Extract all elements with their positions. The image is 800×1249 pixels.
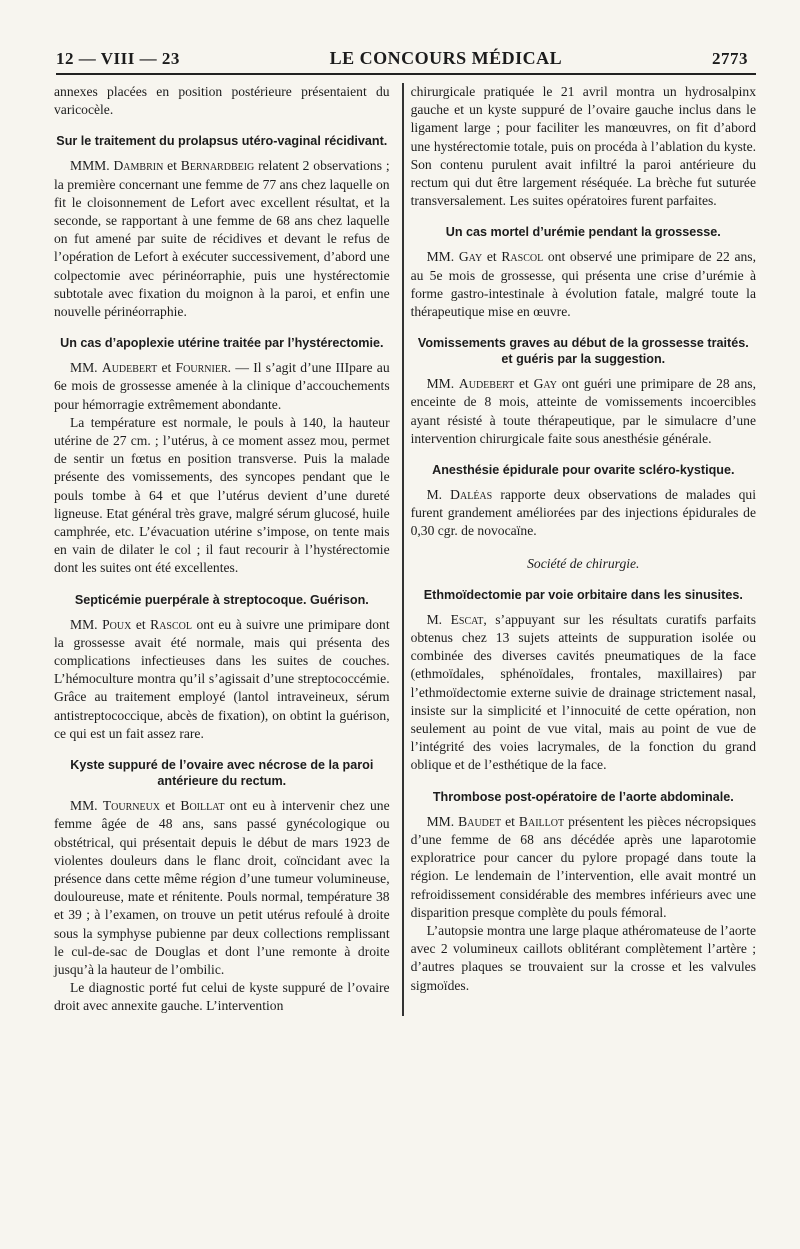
- paragraph: MM. Poux et Rascol ont eu à suivre une primipare dont la grossesse avait été normale, mais qui présenta des complications infectieuses dans les suites de couches. L’hémoculture montra qu’il s’agissait d’une streptococcémie. Grâce au traitement employé (lantol intraveineux, sérum antistreptococcique, abcès de fixation), on obtint la guérison, ce qui est un fait assez rare.: [54, 616, 390, 741]
- author-name: Audebert: [458, 376, 515, 392]
- paragraph: MM. Tourneux et Boillat ont eu à intervenir chez une femme âgée de 48 ans, sans passé gynécologique ou obstétrical, qui présentait depuis le début de mars 1923 de violentes douleurs dans le flanc droit, coïncidant avec la présence dans cette même région d’une tumeur volumineuse, douloureuse, mate et rénitente. Pouls normal, température 38 et 39 ; à l’examen, on trouve un petit utérus refoulé à droite sous la symphyse pubienne par deux collections remplissant le cul-de-sac de Douglas et dont l’une remonte à droite jusqu’à la hauteur de l’ombilic.: [54, 798, 390, 977]
- author-name: Tourneux: [102, 798, 161, 814]
- section-heading: Septicémie puerpérale à streptocoque. Guérison.: [74, 592, 369, 607]
- author-name: Daléas: [450, 487, 493, 503]
- page-number: 2773: [711, 49, 748, 68]
- section-heading: Ethmoïdectomie par voie orbitaire dans les sinusites.: [423, 587, 743, 602]
- society-subheading: Société de chirurgie.: [527, 555, 640, 571]
- paragraph: chirurgicale pratiquée le 21 avril montra un hydrosalpinx gauche et un kyste suppuré de l’ovaire gauche inclus dans le ligament large ; pour faciliter les manœuvres, on fit d’abord une hystérectomie totale, puis on procéda à l’ablation du kyste. Son contenu purulent avait infiltré la paroi antérieure du rectum qui dut être largement réséquée. La brèche fut suturée transversalement. Les suites opératoires furent parfaites.: [410, 84, 756, 209]
- author-name: Gay: [458, 249, 483, 265]
- author-name: Bernardbeig: [180, 158, 255, 174]
- header-issue-date: 12 — VIII — 23: [56, 49, 180, 68]
- paragraph: MM. Baudet et Baillot présentent les pièces nécropsiques d’une femme de 68 ans décédée après une laparotomie exploratrice pour cancer du pylore propagé dans toute la région. Le lendemain de l’intervention, elle avait montré un refroidissement considérable des membres inférieurs avec une disparition presque complète du pouls fémoral.: [410, 813, 756, 920]
- section-heading: Kyste suppuré de l’ovaire avec nécrose de la paroi antérieure du rectum.: [70, 758, 374, 789]
- paragraph: MMM. Dambrin et Bernardbeig relatent 2 observations ; la première concernant une femme de 77 ans chez laquelle on fit le cloisonnement de Lefort avec excellent résultat, et la seconde, se rapportant à une femme de 68 ans chez laquelle on fut amené par suite de récidives et devant le refus de l’opération de Lefort à exécuter successivement, d’abord une colpectomie avec périnéorraphie, puis une hystérectomie subtotale avec fixation du moignon à la paroi, et enfin une nouvelle périnéorraphie.: [54, 158, 390, 320]
- section-heading: Vomissements graves au début de la grossesse traités. et guéris par la suggestion.: [417, 336, 749, 367]
- running-header: [38, 48, 756, 69]
- paragraph: MM. Audebert et Fournier. — Il s’agit d’une IIIpare au 6e mois de grossesse amenée à la clinique d’accouchements pour hémorragie extrêmement abondante.: [54, 360, 390, 412]
- paragraph: M. Daléas rapporte deux observations de malades qui furent grandement améliorées par des injections épidurales de 0,30 cgr. de novocaïne.: [410, 487, 756, 539]
- author-name: Baillot: [518, 813, 565, 829]
- paragraph: MM. Gay et Rascol ont observé une primipare de 22 ans, au 5e mois de grossesse, qui présenta une crise d’urémie à forme gastro-intestinale à évolution fatale, malgré toute la thérapeutique mise en œuvre.: [410, 249, 756, 320]
- author-name: Escat: [450, 611, 484, 627]
- section-heading: Un cas d’apoplexie utérine traitée par l’hystérectomie.: [60, 336, 384, 351]
- author-name: Gay: [533, 376, 557, 392]
- author-name: Audebert: [101, 360, 158, 376]
- paragraph: annexes placées en position postérieure présentaient du varicocèle.: [54, 84, 390, 118]
- paragraph: M. Escat, s’appuyant sur les résultats curatifs parfaits obtenus chez 13 sujets atteints de suppuration isolée ou combinée des diverses cavités pneumatiques de la face (ethmoïdales, sphénoïdales, frontales, maxillaires) par l’ethmoïdectomie externe suivie de drainage strictement nasal, insiste sur la simplicité et l’innocuité de cette opération, non seulement au point de vue vital, mais au point de vue de l’intégrité des voies lacrymales, de la fonction du grand oblique et de l’esthétique de la face.: [410, 611, 756, 773]
- header-rule: [56, 73, 756, 75]
- section-heading: Thrombose post-opératoire de l’aorte abdominale.: [432, 789, 734, 804]
- paragraph: MM. Audebert et Gay ont guéri une primipare de 28 ans, enceinte de 8 mois, atteinte de vomissements incoercibles ayant résisté à toute thérapeutique, par le simulacre d’une intervention chirurgicale faite sous anesthésie générale.: [410, 376, 756, 446]
- two-column-body: [38, 83, 756, 1016]
- paragraph: La température est normale, le pouls à 140, la hauteur utérine de 27 cm. ; l’utérus, à ce moment assez mou, permet de sentir un fœtus en position transverse. Puis la malade présente des vomissements, des syncopes pendant que le pouls tombe à 64 et que l’utérus devient d’une dureté ligneuse. Etat général très grave, malgré sérum glucosé, huile camphrée, etc. L’évacuation utérine s’impose, on tente mais en vain de dilater le col ; il faut recourir à l’hystérectomie dont les suites ont été excellentes.: [54, 414, 390, 576]
- author-name: Fournier: [175, 360, 228, 376]
- journal-title: LE CONCOURS MÉDICAL: [329, 48, 563, 68]
- section-heading: Un cas mortel d’urémie pendant la grossesse.: [445, 225, 721, 240]
- author-name: Dambrin: [113, 158, 164, 174]
- column-divider: [402, 83, 404, 1016]
- section-heading: Anesthésie épidurale pour ovarite scléro-kystique.: [432, 463, 735, 478]
- author-name: Boillat: [180, 798, 225, 814]
- paragraph: Le diagnostic porté fut celui de kyste suppuré de l’ovaire droit avec annexite gauche. L’intervention: [54, 980, 390, 1014]
- author-name: Rascol: [501, 249, 544, 265]
- author-name: Rascol: [150, 616, 192, 632]
- author-name: Poux: [102, 616, 132, 632]
- left-column: [38, 83, 390, 1016]
- section-heading: Sur le traitement du prolapsus utéro-vaginal récidivant.: [56, 134, 388, 149]
- paragraph: L’autopsie montra une large plaque athéromateuse de l’aorte avec 2 volumineux caillots oblitérant complètement l’artère ; d’autres plaques se trouvaient sur la crosse et les valvules sigmoïdes.: [410, 922, 756, 993]
- author-name: Baudet: [458, 813, 502, 829]
- right-column: [411, 83, 756, 1016]
